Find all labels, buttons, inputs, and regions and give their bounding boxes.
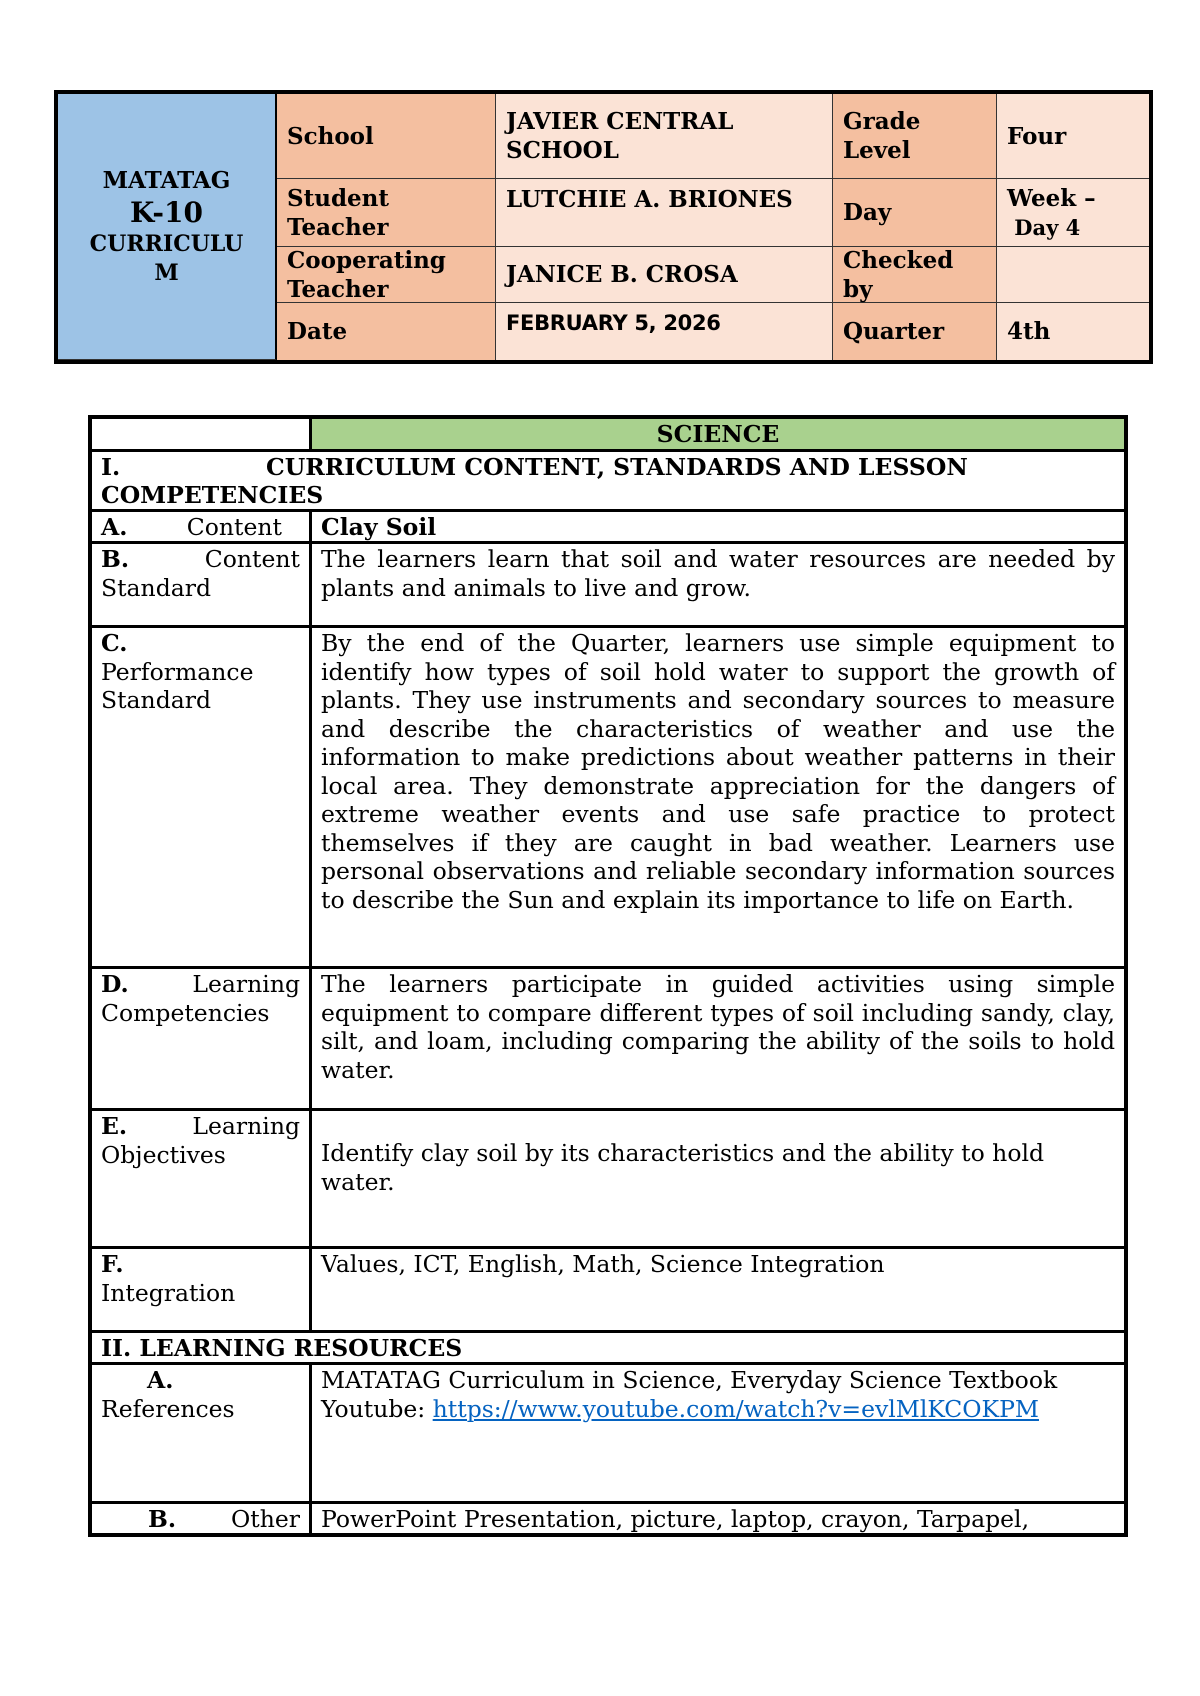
grade-level-value: Four <box>997 94 1149 179</box>
section1-title-line1: CURRICULUM CONTENT, STANDARDS AND LESSON <box>266 453 968 481</box>
integration-row <box>92 1249 1124 1333</box>
lesson-header-table <box>54 90 1153 364</box>
curriculum-line2: K-10 <box>130 195 203 229</box>
date-label: Date <box>277 303 496 360</box>
learning-objectives-row <box>92 1111 1124 1249</box>
references-row <box>92 1365 1124 1504</box>
other-resources-row <box>92 1504 1124 1533</box>
section1-heading <box>92 452 1124 512</box>
performance-standard-value: By the end of the Quarter, learners use simple equipment to identify how types of soil hold water to support the growth of plants. They use instruments and secondary sources to measure and describe the characteristics of weather and use the information to make predictions about weather patterns in their local area. They demonstrate appreciation for the dangers of extreme weather events and use safe practice to protect themselves if they are caught in bad weather. Learners use personal observations and reliable secondary information sources to describe the Sun and explain its importance to life on Earth. <box>321 629 1115 914</box>
learning-objectives-label: E. Learning Objectives <box>92 1111 312 1246</box>
checked-by-label: Checked by <box>833 247 997 303</box>
school-label: School <box>277 94 496 179</box>
performance-standard-row <box>92 628 1124 969</box>
curriculum-line4: M <box>154 259 179 286</box>
youtube-link[interactable]: https://www.youtube.com/watch?v=evlMlKCOKPM <box>432 1394 1039 1423</box>
curriculum-line3: CURRICULU <box>89 230 244 257</box>
learning-objectives-value: Identify clay soil by its characteristics and the ability to hold water. <box>321 1139 1045 1196</box>
content-standard-row <box>92 544 1124 628</box>
other-resources-value: PowerPoint Presentation, picture, laptop, crayon, Tarpapel, <box>321 1505 1030 1533</box>
section1-title-line2: COMPETENCIES <box>101 481 324 509</box>
day-label: Day <box>833 179 997 247</box>
checked-by-value <box>997 247 1149 303</box>
content-label: A. Content <box>92 512 312 543</box>
other-resources-label: B. Other <box>92 1504 312 1535</box>
blank-cell <box>92 419 312 449</box>
curriculum-line1: MATATAG <box>102 166 231 194</box>
school-value-line1: JAVIER CENTRAL <box>506 108 734 135</box>
student-teacher-label: Student Teacher <box>277 179 496 247</box>
curriculum-label <box>58 94 277 360</box>
performance-standard-label: C. Performance Standard <box>92 628 312 966</box>
references-value <box>312 1365 1124 1501</box>
quarter-label: Quarter <box>833 303 997 360</box>
content-value: Clay Soil <box>321 513 437 541</box>
youtube-label: Youtube: <box>321 1394 433 1423</box>
integration-value: Values, ICT, English, Math, Science Integration <box>321 1250 885 1278</box>
learning-competencies-label: D. Learning Competencies <box>92 969 312 1108</box>
learning-competencies-row <box>92 969 1124 1111</box>
school-value-line2: SCHOOL <box>506 137 619 164</box>
grade-level-label: Grade Level <box>833 94 997 179</box>
subject-row <box>92 419 1124 452</box>
section1-number: I. <box>101 453 121 481</box>
subject-title: SCIENCE <box>312 419 1124 449</box>
content-standard-label: B. Content Standard <box>92 544 312 625</box>
references-label: A. References <box>92 1365 312 1501</box>
learning-competencies-value: The learners participate in guided activities using simple equipment to compare different types of soil including sandy, clay, silt, and loam, including comparing the ability of the soils to hold water. <box>321 970 1115 1084</box>
lesson-plan-table <box>88 415 1128 1537</box>
student-teacher-value: LUTCHIE A. BRIONES <box>496 179 833 247</box>
section2-heading: II. LEARNING RESOURCES <box>92 1333 1124 1365</box>
school-value <box>496 94 833 179</box>
integration-label: F. Integration <box>92 1249 312 1330</box>
day-value: Week – Day 4 <box>997 179 1149 247</box>
quarter-value: 4th <box>997 303 1149 360</box>
content-standard-value: The learners learn that soil and water resources are needed by plants and animals to live and grow. <box>321 545 1115 602</box>
cooperating-teacher-value: JANICE B. CROSA <box>496 247 833 303</box>
date-value: FEBRUARY 5, 2026 <box>496 303 833 360</box>
cooperating-teacher-label: Cooperating Teacher <box>277 247 496 303</box>
references-line1: MATATAG Curriculum in Science, Everyday Science Textbook <box>321 1366 1058 1394</box>
content-row <box>92 512 1124 544</box>
